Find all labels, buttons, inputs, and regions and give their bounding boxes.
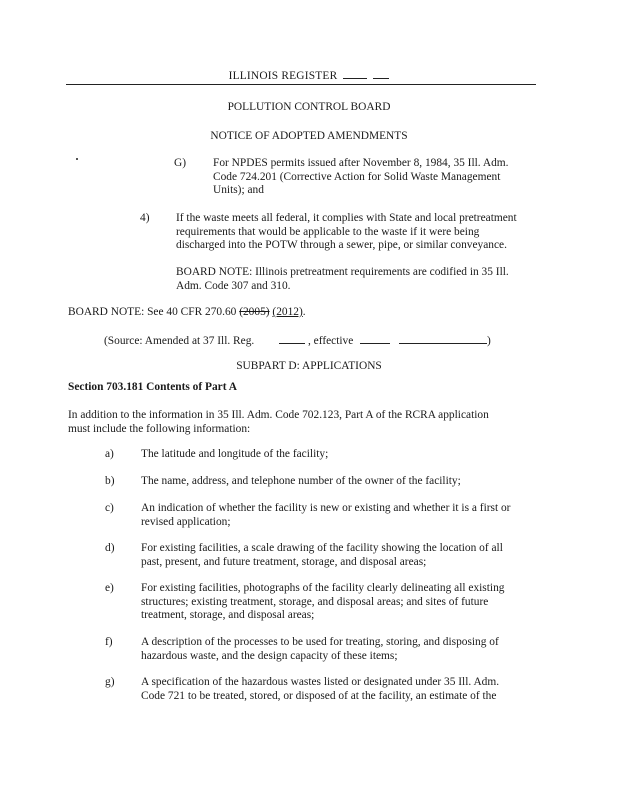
source-middle: , effective: [307, 335, 354, 347]
text-line: Units); and: [213, 184, 264, 197]
item-text-e: [141, 582, 541, 623]
item-text-a: [141, 448, 541, 462]
register-blank: [343, 68, 367, 79]
item-text-g: [141, 676, 541, 703]
text-line: Adm. Code 307 and 310.: [176, 279, 291, 292]
text-line: treatment, storage, and disposal areas;: [141, 609, 315, 622]
item-marker-b: b): [105, 475, 115, 487]
source-line: [104, 333, 524, 349]
text-line: An indication of whether the facility is new or existing and whether it is a first or: [141, 502, 511, 514]
text-line: A specification of the hazardous wastes listed or designated under 35 Ill. Adm.: [141, 676, 500, 688]
text-line: discharged into the POTW through a sewer, pipe, or similar conveyance.: [176, 239, 507, 252]
source-suffix: ): [487, 335, 491, 347]
register-title: ILLINOIS REGISTER: [228, 70, 338, 82]
text-line: requirements that would be applicable to the waste if it were being: [176, 225, 480, 238]
item-text-c: [141, 502, 541, 529]
subpart-title: SUBPART D: APPLICATIONS: [236, 360, 382, 372]
register-blank-2: [373, 68, 389, 79]
notice-title: NOTICE OF ADOPTED AMENDMENTS: [210, 130, 408, 142]
text-line: structures; existing treatment, storage, and disposal areas; and sites of future: [141, 595, 489, 608]
text-line: hazardous waste, and the design capacity of these items;: [141, 649, 398, 662]
text-line: For NPDES permits issued after November 8, 1984, 35 Ill. Adm.: [213, 157, 509, 169]
text-line: For existing facilities, photographs of the facility clearly delineating all existing: [141, 582, 505, 594]
item-marker-f: f): [105, 636, 113, 648]
board-note-outer: [68, 306, 548, 320]
source-prefix: (Source: Amended at 37 Ill. Reg.: [104, 335, 255, 347]
text-line: Code 721 to be treated, stored, or disposed of at the facility, an estimate of the: [141, 689, 497, 702]
item-text-d: [141, 542, 541, 569]
text-line: In addition to the information in 35 Ill. Adm. Code 702.123, Part A of the RCRA application: [68, 409, 489, 421]
item-marker-d: d): [105, 542, 115, 554]
board-note-inner: [176, 266, 546, 293]
intro-paragraph: [68, 409, 548, 436]
header-rule: [66, 84, 536, 85]
board-note-prefix: BOARD NOTE: See 40 CFR 270.60: [68, 306, 240, 318]
text-line: Code 724.201 (Corrective Action for Solid Waste Management: [213, 170, 501, 183]
board-name: POLLUTION CONTROL BOARD: [227, 101, 391, 113]
source-blank-date-2: [399, 333, 487, 344]
board-note-suffix: .: [302, 306, 306, 318]
item-marker-e: e): [105, 582, 114, 594]
item-text-b: [141, 475, 541, 489]
text-line: The name, address, and telephone number of the owner of the facility;: [141, 475, 461, 487]
text-line: If the waste meets all federal, it complies with State and local pretreatment: [176, 212, 517, 224]
item-text-G: [213, 157, 543, 198]
register-header: [0, 68, 618, 84]
text-line: past, present, and future treatment, storage, and disposal areas;: [141, 555, 427, 568]
item-text-f: [141, 636, 541, 663]
source-blank-date: [360, 333, 390, 344]
item-marker-G: G): [174, 157, 187, 169]
item-marker-4: 4): [140, 212, 150, 224]
struck-year: (2005): [239, 306, 270, 318]
item-text-4: [176, 212, 546, 253]
item-marker-a: a): [105, 448, 114, 460]
text-line: A description of the processes to be used for treating, storing, and disposing of: [141, 636, 499, 648]
text-line: revised application;: [141, 515, 231, 528]
text-line: BOARD NOTE: Illinois pretreatment requirements are codified in 35 Ill.: [176, 266, 509, 278]
item-marker-g: g): [105, 676, 115, 688]
text-line: must include the following information:: [68, 422, 251, 435]
text-line: For existing facilities, a scale drawing of the facility showing the location of all: [141, 542, 503, 554]
source-blank-issue: [279, 333, 305, 344]
section-title: Section 703.181 Contents of Part A: [68, 381, 237, 393]
added-year: (2012): [272, 306, 303, 318]
text-line: The latitude and longitude of the facility;: [141, 448, 329, 460]
item-marker-c: c): [105, 502, 114, 514]
scan-speck: [76, 158, 78, 160]
